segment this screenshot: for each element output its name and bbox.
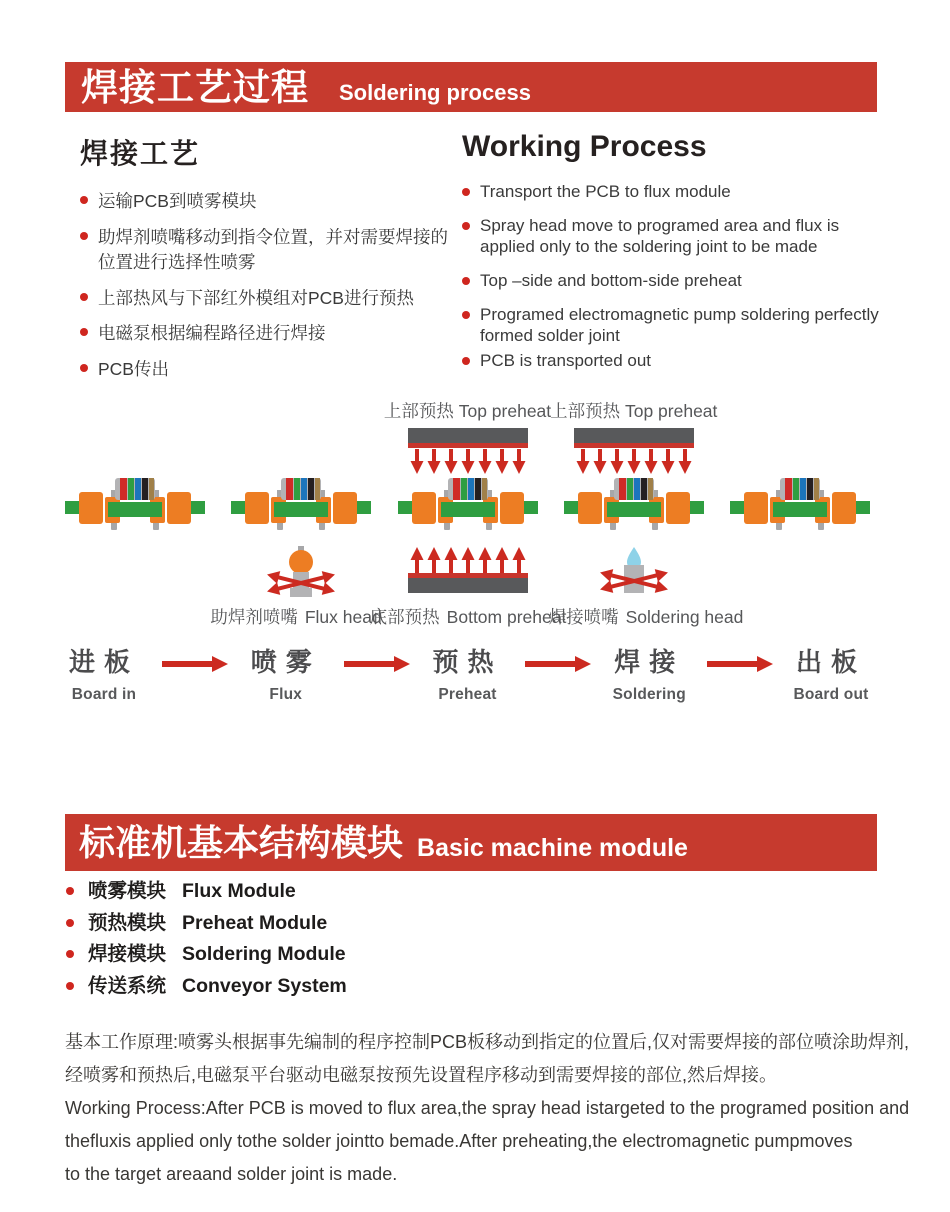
stage-row bbox=[60, 398, 875, 602]
description-line: Working Process:After PCB is moved to flux area,the spray head istargeted to the programed position and bbox=[65, 1098, 910, 1118]
top-preheat-label-en: Top preheat bbox=[458, 401, 552, 421]
bullet-dot-icon bbox=[80, 293, 88, 301]
soldering-process-banner bbox=[65, 62, 877, 112]
stage-board-out bbox=[725, 398, 875, 602]
stage-flux bbox=[226, 398, 376, 602]
flow-step-zh: 进板 bbox=[68, 647, 139, 677]
soldering-head-slot bbox=[597, 540, 671, 602]
working-principle-text bbox=[65, 1026, 945, 1191]
module-zh: 预热模块 bbox=[88, 911, 167, 934]
list-item bbox=[80, 286, 458, 311]
caption-en: Bottom preheat bbox=[446, 607, 567, 627]
list-item-text: 电磁泵根据编程路径进行焊接 bbox=[98, 323, 326, 344]
list-item bbox=[462, 304, 882, 346]
bullet-dot-icon bbox=[462, 311, 470, 319]
flow-step-zh: 预热 bbox=[432, 647, 503, 677]
list-item-text: 上部热风与下部红外模组对PCB进行预热 bbox=[98, 287, 414, 308]
caption-zh: 助焊剂喷嘴 bbox=[210, 607, 298, 627]
bullet-dot-icon bbox=[66, 919, 74, 927]
flow-step-en: Preheat bbox=[438, 686, 497, 703]
flow-arrow-icon bbox=[525, 656, 591, 672]
top-preheat-label-zh: 上部预热 bbox=[383, 401, 454, 421]
module-en: Soldering Module bbox=[182, 943, 346, 965]
process-column-zh bbox=[80, 132, 458, 393]
flow-step-zh: 出板 bbox=[795, 647, 866, 677]
stage-board-in bbox=[60, 398, 210, 602]
module-en: Conveyor System bbox=[182, 974, 347, 997]
caption-en: Soldering head bbox=[625, 607, 744, 627]
flow-step-soldering bbox=[605, 642, 693, 704]
process-flow bbox=[60, 642, 875, 704]
list-item bbox=[80, 225, 458, 275]
bullet-dot-icon bbox=[462, 188, 470, 196]
module-zh: 传送系统 bbox=[88, 974, 167, 997]
bullet-list-zh bbox=[80, 189, 458, 382]
flow-step-preheat bbox=[424, 642, 512, 704]
list-item-text: PCB传出 bbox=[98, 359, 169, 380]
column-heading-zh: 焊接工艺 bbox=[80, 138, 201, 169]
flow-step-en: Flux bbox=[269, 686, 303, 703]
machine-module-banner bbox=[65, 814, 877, 871]
module-item bbox=[66, 911, 347, 934]
flow-step-board-out bbox=[787, 642, 875, 704]
list-item-text: Top –side and bottom-side preheat bbox=[480, 271, 742, 291]
bullet-dot-icon bbox=[80, 232, 88, 240]
pcb-icon bbox=[65, 476, 205, 540]
bullet-dot-icon bbox=[462, 222, 470, 230]
top-preheat-label bbox=[550, 398, 717, 422]
bullet-dot-icon bbox=[66, 887, 74, 895]
banner-title-en: Basic machine module bbox=[417, 834, 688, 862]
column-heading-en: Working Process bbox=[462, 130, 707, 163]
bottom-preheat-caption bbox=[370, 604, 567, 629]
bullet-dot-icon bbox=[80, 196, 88, 204]
module-en: Flux Module bbox=[182, 880, 296, 902]
description-line: 基本工作原理:喷雾头根据事先编制的程序控制PCB板移动到指定的位置后,仅对需要焊接的部位喷涂助焊剂, bbox=[65, 1032, 910, 1052]
stage-preheat bbox=[383, 398, 552, 602]
bullet-dot-icon bbox=[80, 328, 88, 336]
pcb-icon bbox=[231, 476, 371, 540]
top-preheat-label-en: Top preheat bbox=[624, 401, 718, 421]
bullet-dot-icon bbox=[66, 982, 74, 990]
caption-zh: 焊接喷嘴 bbox=[548, 607, 619, 627]
top-heater-icon bbox=[574, 428, 694, 476]
process-column-en bbox=[462, 130, 882, 385]
list-item-text: Programed electromagnetic pump soldering perfectly formed solder joint bbox=[480, 305, 879, 346]
stage-soldering bbox=[550, 398, 718, 602]
module-list bbox=[66, 882, 347, 1008]
list-item bbox=[462, 215, 882, 257]
flow-step-flux bbox=[242, 642, 330, 704]
description-line: 经喷雾和预热后,电磁泵平台驱动电磁泵按预先设置程序移动到需要焊接的部位,然后焊接。 bbox=[65, 1065, 777, 1085]
top-heater-icon bbox=[408, 428, 528, 476]
bullet-list-en bbox=[462, 181, 882, 372]
module-item bbox=[66, 974, 347, 997]
module-item bbox=[66, 945, 347, 965]
banner-title-zh: 标准机基本结构模块 bbox=[79, 821, 404, 863]
list-item bbox=[462, 181, 882, 202]
pcb-icon bbox=[730, 476, 870, 540]
list-item-text: Transport the PCB to flux module bbox=[480, 182, 731, 201]
flow-step-zh: 喷雾 bbox=[250, 647, 321, 677]
caption-row bbox=[60, 604, 875, 632]
module-zh: 喷雾模块 bbox=[88, 880, 167, 902]
bullet-dot-icon bbox=[462, 277, 470, 285]
module-en: Preheat Module bbox=[182, 911, 328, 934]
caption-en: Flux head bbox=[304, 607, 382, 627]
banner-title-zh: 焊接工艺过程 bbox=[81, 66, 309, 108]
top-preheat-label-zh: 上部预热 bbox=[550, 401, 621, 421]
list-item bbox=[462, 350, 882, 371]
flow-arrow-icon bbox=[707, 656, 773, 672]
list-item bbox=[462, 270, 882, 291]
flux-head-icon bbox=[264, 545, 338, 607]
flow-step-zh: 焊接 bbox=[614, 647, 685, 677]
list-item-text: Spray head move to programed area and flux is applied only to the soldering joint to be made bbox=[480, 216, 840, 257]
bullet-dot-icon bbox=[66, 950, 74, 958]
description-line: thefluxis applied only tothe solder jointto bemade.After preheating,the electromagnetic pumpmoves bbox=[65, 1131, 853, 1151]
description-line: to the target areaand solder joint is made. bbox=[65, 1164, 398, 1184]
flux-head-slot bbox=[264, 540, 338, 602]
pcb-icon bbox=[564, 476, 704, 540]
bottom-heater-icon bbox=[408, 545, 528, 593]
list-item bbox=[80, 321, 458, 346]
module-item bbox=[66, 882, 347, 902]
soldering-head-icon bbox=[597, 545, 671, 607]
list-item-text: PCB is transported out bbox=[480, 351, 652, 371]
list-item bbox=[80, 189, 458, 214]
soldering-head-caption bbox=[549, 604, 744, 629]
bullet-dot-icon bbox=[80, 364, 88, 372]
bottom-heater-slot bbox=[408, 540, 528, 602]
pcb-icon bbox=[398, 476, 538, 540]
flow-arrow-icon bbox=[162, 656, 228, 672]
caption-zh: 底部预热 bbox=[369, 607, 440, 627]
flow-arrow-icon bbox=[344, 656, 410, 672]
bullet-dot-icon bbox=[462, 357, 470, 365]
flow-step-en: Board out bbox=[793, 686, 869, 703]
top-preheat-label bbox=[384, 398, 551, 422]
flow-step-en: Board in bbox=[71, 686, 137, 703]
list-item bbox=[80, 357, 458, 382]
flux-head-caption bbox=[210, 604, 381, 629]
banner-title-en: Soldering process bbox=[339, 80, 531, 105]
list-item-text: 助焊剂喷嘴移动到指令位置，并对需要焊接的位置进行选择性喷雾 bbox=[98, 226, 448, 272]
soldering-process-diagram bbox=[60, 398, 875, 704]
list-item-text: 运输PCB到喷雾模块 bbox=[98, 191, 257, 211]
flow-step-board-in bbox=[60, 642, 148, 704]
flow-step-en: Soldering bbox=[612, 686, 686, 703]
module-zh: 焊接模块 bbox=[88, 943, 167, 965]
